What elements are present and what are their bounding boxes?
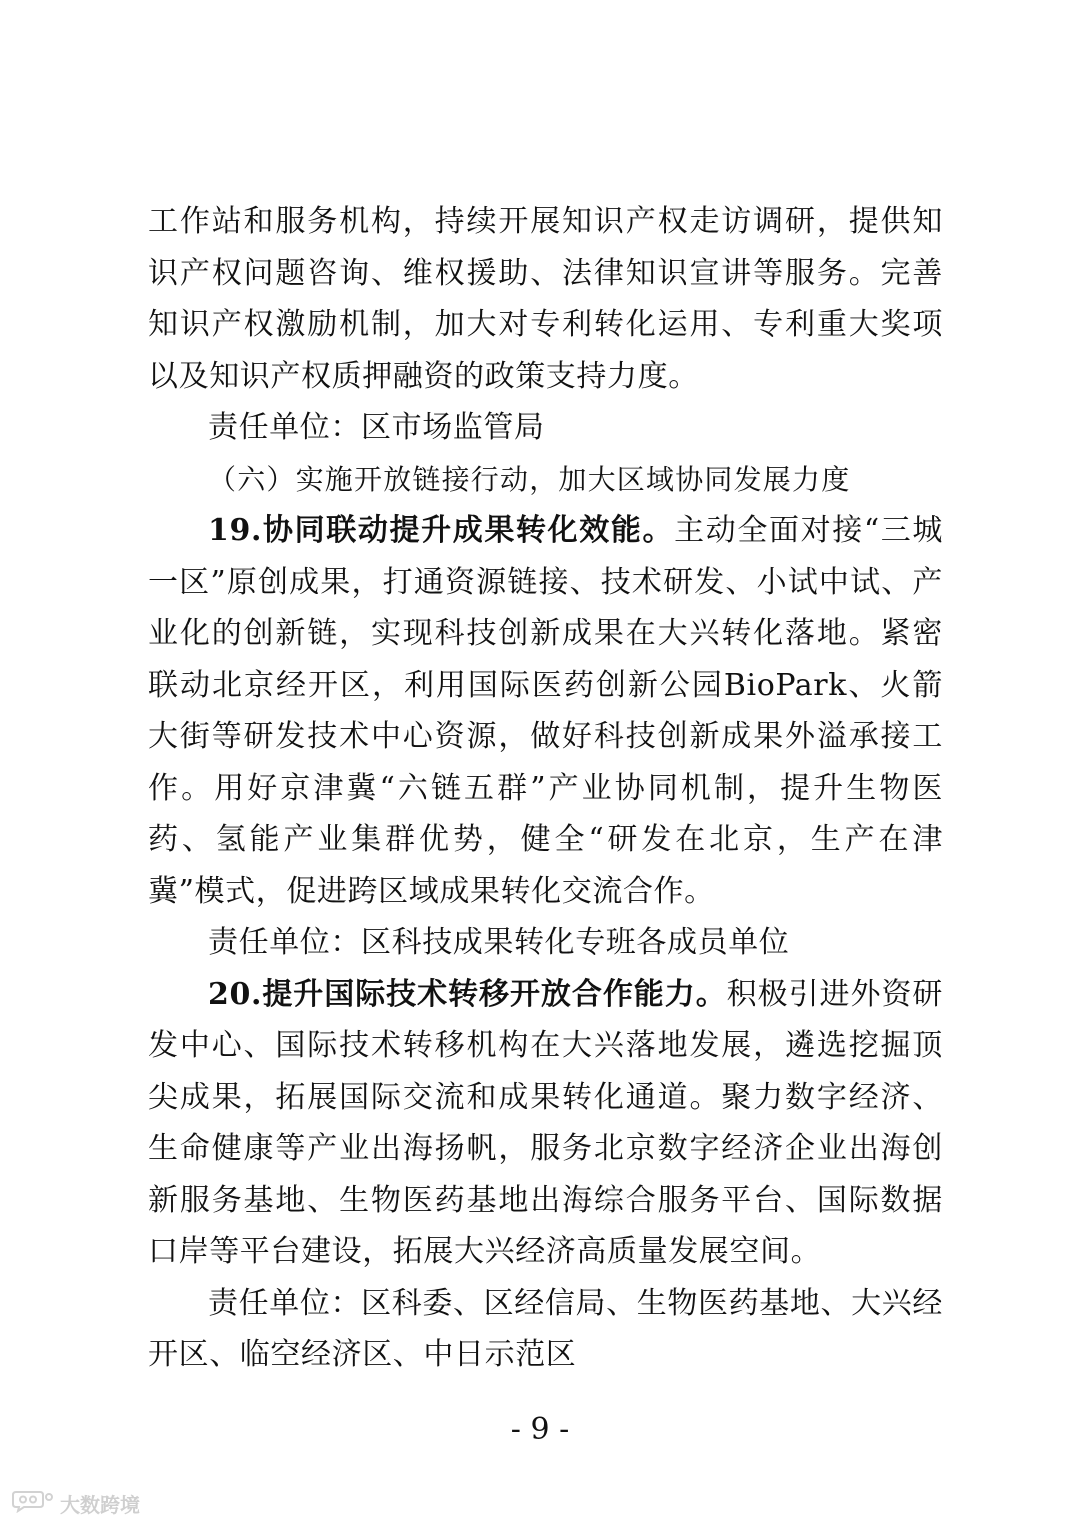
section-heading-six xyxy=(148,454,943,506)
responsibility-text: 责任单位：区市场监管局 xyxy=(208,410,545,445)
item-19-title: 19.协同联动提升成果转化效能。 xyxy=(208,513,675,548)
responsibility-text: 责任单位：区科委、区经信局、生物医药基地、大兴经开区、临空经济区、中日示范区 xyxy=(148,1285,943,1372)
responsibility-item-20 xyxy=(148,1278,943,1381)
page-number: - 9 - xyxy=(510,1412,570,1447)
responsibility-text: 责任单位：区科技成果转化专班各成员单位 xyxy=(208,925,790,960)
responsibility-item-19 xyxy=(148,917,943,969)
document-body xyxy=(148,196,943,1381)
item-19-text: 主动全面对接“三城一区”原创成果，打通资源链接、技术研发、小试中试、产业化的创新链，实现科技创新成果在大兴转化落地。紧密联动北京经开区，利用国际医药创新公园BioPark、火箭大街等研发技术中心资源，做好科技创新成果外溢承接工作。用好京津冀“六链五群”产业协同机制，提升生物医药、氢能产业集群优势，健全“研发在北京，生产在津冀”模式，促进跨区域成果转化交流合作。 xyxy=(148,513,943,909)
section-heading-text: （六）实施开放链接行动，加大区域协同发展力度 xyxy=(208,462,851,496)
paragraph-item-20 xyxy=(148,969,943,1278)
paragraph-item-19 xyxy=(148,505,943,917)
paragraph-ip-services xyxy=(148,196,943,402)
item-20-text: 积极引进外资研发中心、国际技术转移机构在大兴落地发展，遴选挖掘顶尖成果，拓展国际交流和成果转化通道。聚力数字经济、生命健康等产业出海扬帆，服务北京数字经济企业出海创新服务基地、生物医药基地出海综合服务平台、国际数据口岸等平台建设，拓展大兴经济高质量发展空间。 xyxy=(148,976,943,1269)
responsibility-market-supervision xyxy=(148,402,943,454)
paragraph-text: 工作站和服务机构，持续开展知识产权走访调研，提供知识产权问题咨询、维权援助、法律知识宣讲等服务。完善知识产权激励机制，加大对专利转化运用、专利重大奖项以及知识产权质押融资的政策支持力度。 xyxy=(148,204,943,394)
item-20-title: 20.提升国际技术转移开放合作能力。 xyxy=(208,976,727,1012)
speech-bubble-logo-icon xyxy=(10,1489,54,1518)
watermark xyxy=(10,1490,140,1516)
watermark-text: 大数跨境 xyxy=(60,1492,140,1517)
